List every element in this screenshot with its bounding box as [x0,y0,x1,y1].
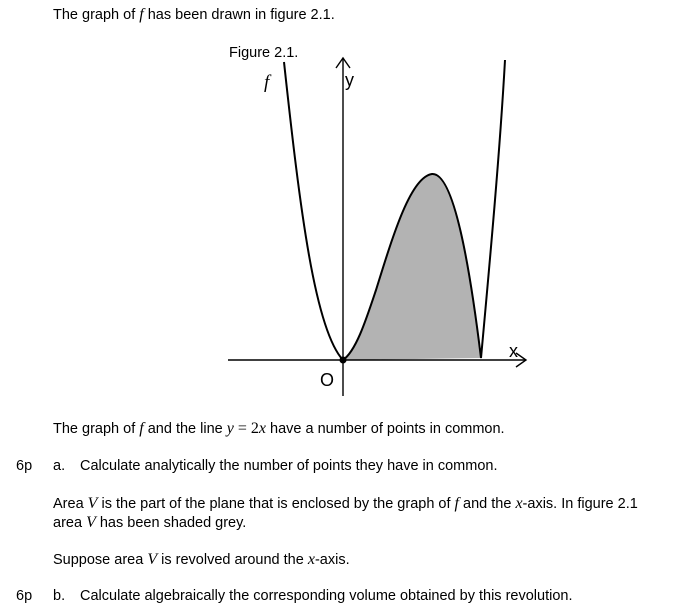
question-a [0,457,700,475]
question-a-text: Calculate analytically the number of points they have in common. [80,458,498,474]
common-eq-x: x [258,420,266,437]
common-prefix: The graph of [53,421,140,437]
area-v1: V [87,495,98,512]
revolve-v: V [147,551,158,568]
area-l1-c: and the [459,496,516,512]
area-l1-d: -axis. In figure 2.1 [522,496,638,512]
question-a-label: a. [53,458,66,474]
question-a-marks: 6p [16,458,33,474]
revolve-c: -axis. [314,552,350,568]
origin-point [340,357,347,364]
area-f: f [454,495,459,512]
common-mid: and the line [143,421,227,437]
revolve-x: x [307,551,315,568]
revolve-b: is revolved around the [157,552,308,568]
curve-label-f: f [264,72,270,93]
area-l1-a: Area [53,496,88,512]
origin-label: O [320,370,335,390]
area-x: x [515,495,523,512]
area-text-line-2 [53,514,246,532]
revolve-a: Suppose area [53,552,148,568]
common-suffix: have a number of points in common. [266,421,505,437]
question-b-label: b. [53,588,66,604]
question-b-text: Calculate algebraically the corresponding volume obtained by this revolution. [80,588,573,604]
question-b-marks: 6p [16,588,33,604]
intro-f: f [139,6,144,23]
area-text-line-1 [53,495,638,513]
common-points-text [53,420,505,438]
intro-prefix: The graph of [53,7,140,23]
shaded-area-v [343,174,481,360]
common-f: f [139,420,144,437]
area-l2-a: area [53,515,87,531]
common-eq-y: y [226,420,234,437]
y-axis-label: y [345,70,354,90]
area-l2-b: has been shaded grey. [95,515,247,531]
intro-suffix: has been drawn in figure 2.1. [143,7,335,23]
common-eq-mid: = 2 [233,420,259,437]
revolve-text [53,551,350,569]
area-l1-b: is the part of the plane that is enclosed by the graph of [97,496,455,512]
x-axis-label: x [509,341,518,361]
area-v2: V [86,514,96,531]
figure-caption: Figure 2.1. [229,45,299,61]
question-b [0,587,700,605]
